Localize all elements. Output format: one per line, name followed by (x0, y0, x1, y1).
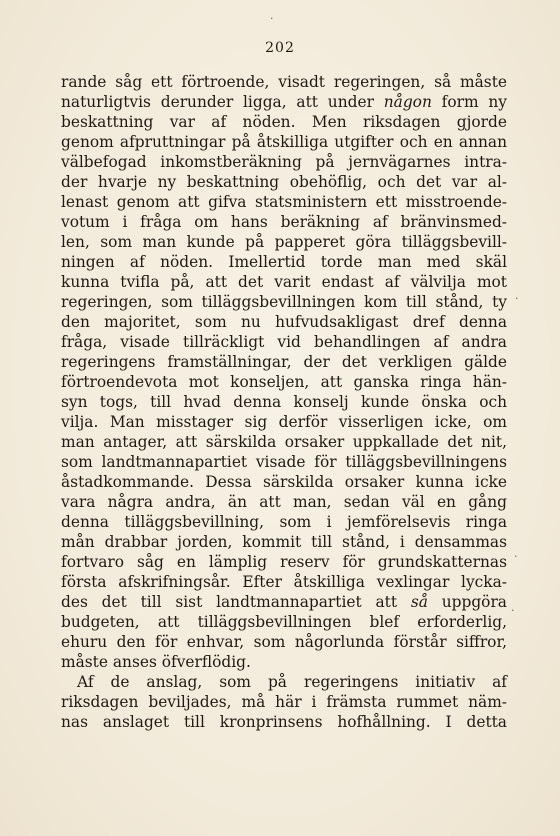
text-line: budgeten, att tilläggsbevillningen blef erforderlig, (61, 613, 507, 631)
text-line: syn togs, till hvad denna konselj kunde önska och (61, 393, 507, 411)
text-line: denna tilläggsbevillning, som i jemförelsevis ringa (61, 513, 507, 531)
text-line: votum i fråga om hans beräkning af bränvinsmed- (61, 213, 507, 231)
text-line: len, som man kunde på papperet göra tilläggsbevill- (61, 233, 507, 251)
text-line (61, 592, 507, 612)
text-line: ningen af nöden. Imellertid torde man med skäl (61, 253, 507, 271)
text-line: fråga, visade tillräckligt vid behandlingen af andra (61, 333, 507, 351)
text-line: första afskrifningsår. Efter åtskilliga vexlingar lycka- (61, 573, 507, 591)
emphasized-word: så (410, 593, 428, 611)
text-run: uppgöra (427, 593, 507, 611)
text-line: som landtmannapartiet visade för tilläggsbevillningens (61, 453, 507, 471)
text-line: riksdagen beviljades, må här i främsta rummet näm- (61, 693, 507, 711)
text-line: man antager, att särskilda orsaker uppkallade det nit, (61, 433, 507, 451)
text-line: mån drabbar jorden, kommit till stånd, i densammas (61, 533, 507, 551)
body-text (61, 72, 507, 732)
text-line: der hvarje ny beskattning obehöflig, och det var al- (61, 173, 507, 191)
text-line: nas anslaget till kronprinsens hofhållning. I detta (61, 713, 507, 731)
text-line: välbefogad inkomstberäkning på jernvägarnes intra- (61, 153, 507, 171)
text-line: lenast genom att gifva statsministern ett misstroende- (61, 193, 507, 211)
text-line: ehuru den för enhvar, som någorlunda förstår siffror, (61, 633, 507, 651)
text-line: rande såg ett förtroende, visadt regeringen, så måste (61, 73, 507, 91)
text-line: den majoritet, som nu hufvudsakligast dref denna (61, 313, 507, 331)
text-line: regeringens framställningar, der det verkligen gälde (61, 353, 507, 371)
page-speck: · (270, 12, 274, 25)
page-number: 202 (265, 40, 295, 56)
page-speck: · (511, 604, 515, 617)
page-speck: · (514, 550, 518, 563)
text-run: naturligtvis derunder ligga, att under (61, 93, 384, 111)
text-line: åstadkommande. Dessa särskilda orsaker kunna icke (61, 473, 507, 491)
emphasized-word: någon (383, 93, 432, 111)
page-speck: · (515, 292, 519, 305)
text-line (61, 92, 507, 112)
text-line: vilja. Man misstager sig derför visserligen icke, om (61, 413, 507, 431)
text-line: genom afpruttningar på åtskilliga utgifter och en annan (61, 133, 507, 151)
text-line: vara några andra, än att man, sedan väl en gång (61, 493, 507, 511)
text-run: form ny (431, 93, 507, 111)
text-line: förtroendevota mot konseljen, att ganska ringa hän- (61, 373, 507, 391)
text-run: des det till sist landtmannapartiet att (61, 593, 411, 611)
text-line: kunna tvifla på, att det varit endast af välvilja mot (61, 273, 507, 291)
text-line: måste anses öfverflödig. (61, 653, 251, 671)
text-line: regeringen, som tilläggsbevillningen kom till stånd, ty (61, 293, 507, 311)
text-line: fortvaro såg en lämplig reserv för grundskatternas (61, 553, 507, 571)
text-line: Af de anslag, som på regeringens initiativ af (77, 673, 507, 691)
text-line: beskattning var af nöden. Men riksdagen gjorde (61, 113, 507, 131)
